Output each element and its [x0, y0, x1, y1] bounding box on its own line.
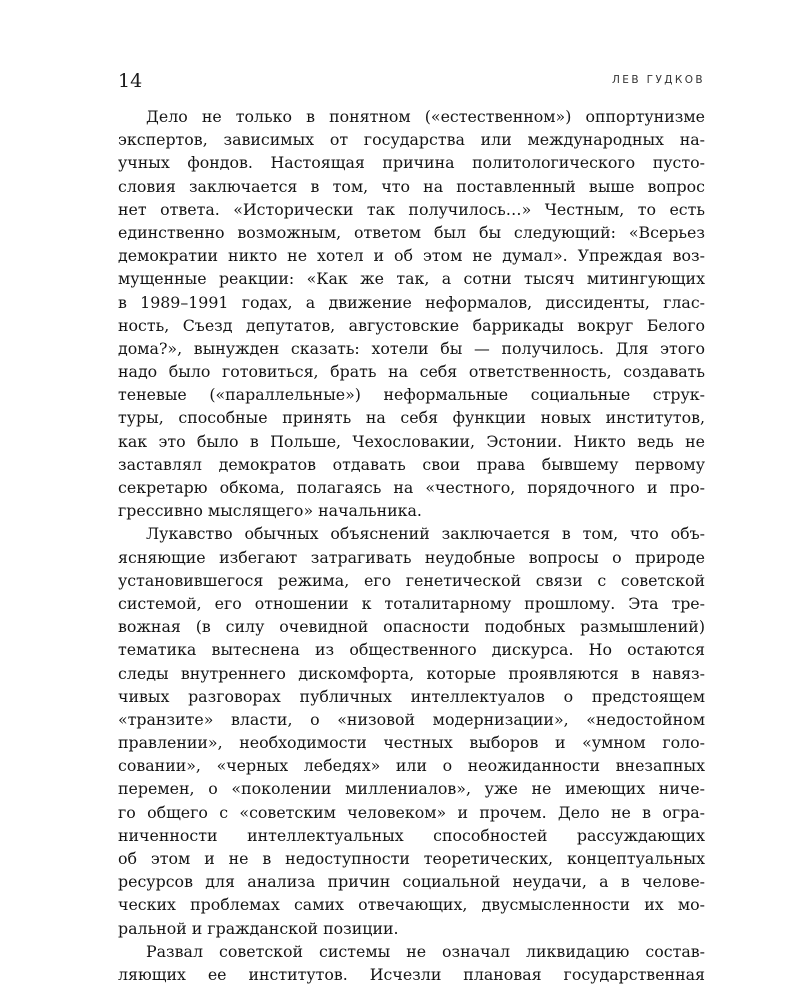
body-text — [118, 105, 705, 986]
text-line: надо было готовиться, брать на себя ответственность, создавать — [118, 362, 705, 382]
text-line: секретарю обкома, полагаясь на «честного, порядочного и про- — [118, 478, 705, 497]
text-line: правлении», необходимости честных выборов и «умном голо- — [118, 733, 705, 753]
text-line: ность, Съезд депутатов, августовские баррикады вокруг Белого — [118, 315, 705, 335]
text-line: тематика вытеснена из общественного дискурса. Но остаются — [118, 640, 705, 660]
text-line: экспертов, зависимых от государства или международных на- — [118, 130, 705, 150]
text-line: теневые («параллельные») неформальные социальные струк- — [118, 385, 705, 405]
text-line: заставлял демократов отдавать свои права бывшему первому — [118, 454, 705, 474]
text-line: ресурсов для анализа причин социальной неудачи, а в челове- — [118, 872, 705, 892]
text-line: ниченности интеллектуальных способностей рассуждающих — [118, 825, 705, 845]
text-line: демократии никто не хотел и об этом не думал». Упреждая воз- — [118, 246, 705, 266]
text-line: «транзите» власти, о «низовой модернизации», «недостойном — [118, 709, 705, 729]
text-line: перемен, о «поколении миллениалов», уже не имеющих ниче- — [118, 779, 705, 799]
text-line: грессивно мыслящего» начальника. — [118, 501, 422, 521]
text-line: Дело не только в понятном («естественном») оппортунизме — [146, 107, 705, 126]
text-line: ясняющие избегают затрагивать неудобные вопросы о природе — [118, 547, 705, 567]
page-number: 14 — [118, 70, 143, 92]
text-line: учных фондов. Настоящая причина политологического пусто- — [118, 153, 705, 173]
text-line: в 1989–1991 годах, а движение неформалов, диссиденты, глас- — [118, 292, 705, 312]
text-line: единственно возможным, ответом был бы следующий: «Всерьез — [118, 222, 705, 242]
text-line: нет ответа. «Исторически так получилось…» Честным, то есть — [118, 199, 705, 219]
text-line: ческих проблемах самих отвечающих, двусмысленности их мо- — [118, 895, 705, 915]
text-line: го общего с «советским человеком» и прочем. Дело не в огра- — [118, 802, 705, 822]
text-line: словия заключается в том, что на поставленный выше вопрос — [118, 176, 705, 196]
text-line: об этом и не в недоступности теоретических, концептуальных — [118, 849, 705, 868]
text-line: Лукавство обычных объяснений заключается в том, что объ- — [146, 524, 705, 544]
text-line: чивых разговорах публичных интеллектуалов о предстоящем — [118, 686, 705, 706]
text-line: туры, способные принять на себя функции новых институтов, — [118, 408, 705, 428]
page-header — [118, 70, 705, 100]
running-head-author: ЛЕВ ГУДКОВ — [612, 74, 705, 86]
text-line: дома?», вынужден сказать: хотели бы — получилось. Для этого — [118, 338, 705, 358]
text-line: установившегося режима, его генетической связи с советской — [118, 570, 705, 590]
text-line: ральной и гражданской позиции. — [118, 918, 399, 938]
text-line: системой, его отношении к тоталитарному прошлому. Эта тре- — [118, 593, 705, 613]
text-line: ляющих ее институтов. Исчезли плановая государственная — [118, 964, 705, 984]
text-line: следы внутреннего дискомфорта, которые проявляются в навяз- — [118, 663, 705, 683]
text-line: совании», «черных лебедях» или о неожиданности внезапных — [118, 756, 705, 776]
text-line: Развал советской системы не означал ликвидацию состав- — [146, 941, 705, 961]
text-line: как это было в Польше, Чехословакии, Эстонии. Никто ведь не — [118, 431, 705, 451]
text-line: вожная (в силу очевидной опасности подобных размышлений) — [118, 617, 705, 637]
text-line: мущенные реакции: «Как же так, а сотни тысяч митингующих — [118, 269, 705, 289]
